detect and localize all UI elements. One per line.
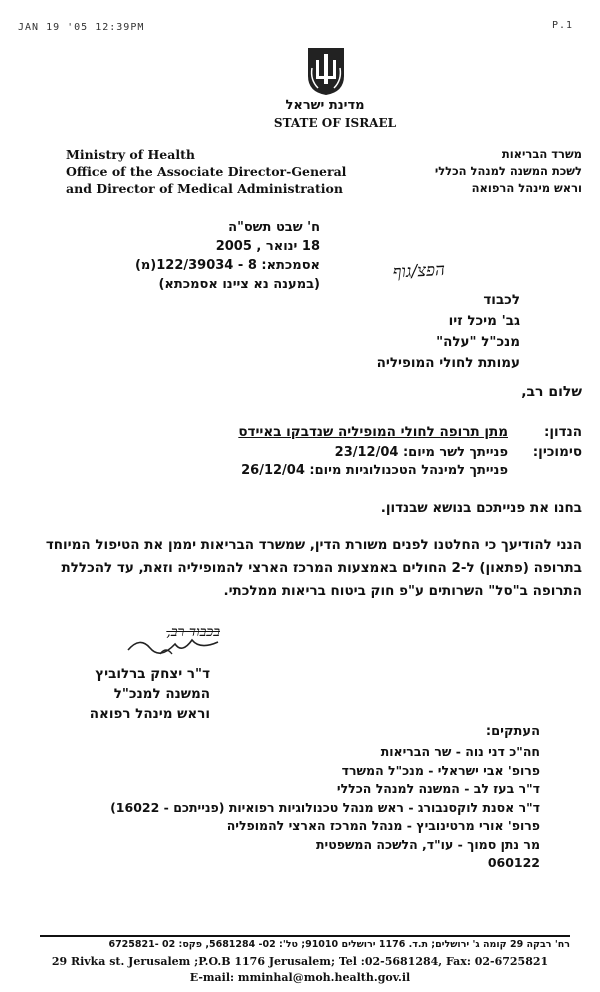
- footer-address-english: 29 Rivka st. Jerusalem ;P.O.B 1176 Jerusalem; Tel :02-5681284, Fax: 02-6725821: [51, 955, 549, 968]
- closing: בכבוד רב,: [166, 624, 220, 640]
- state-name-hebrew: מדינת ישראל: [285, 98, 365, 113]
- copies-list: [10, 743, 540, 873]
- greeting: שלום רב,: [521, 384, 582, 400]
- references-list: [128, 444, 508, 480]
- fax-page-number: P.1: [552, 20, 574, 31]
- copy-recipient: ד"ר בעז לב - המשנה למנהל הכללי: [336, 781, 540, 796]
- recipient-line: עמותת לחולי המופיליה: [376, 355, 520, 371]
- state-emblem-icon: [304, 46, 348, 96]
- reference-line: פנייתך לשר מיום: 23/12/04: [334, 445, 508, 460]
- state-name-english: STATE OF ISRAEL: [273, 116, 397, 130]
- copy-recipient: ד"ר אסנת לוקסנבורג - ראש מנהל טכנולוגיות רפואיות (פנייתכם - 16022): [110, 799, 540, 815]
- ministry-hebrew-line: משרד הבריאות: [501, 147, 582, 161]
- ministry-english-line: Office of the Associate Director-General: [66, 164, 347, 179]
- copy-recipient: פרופ' אבי ישראלי - מנכ"ל המשרד: [341, 762, 540, 778]
- ministry-english-line: and Director of Medical Administration: [66, 181, 343, 196]
- recipient-line: גב' מיכל זיו: [448, 313, 520, 329]
- file-number: 060122: [487, 855, 540, 870]
- ministry-english-line: Ministry of Health: [66, 147, 195, 162]
- copy-recipient: חה"כ דני נוה - שר הבריאות: [380, 744, 540, 759]
- signatory-title: וראש מינהל רפואה: [89, 706, 210, 722]
- copy-recipient: מר נתן סמוך - עו"ד, הלשכה המשפטית: [316, 836, 540, 852]
- copies-label: העתקים:: [485, 724, 540, 739]
- footer-divider: [40, 935, 570, 937]
- ministry-hebrew-line: לשכת המשנה למנהל הכללי: [434, 164, 582, 178]
- ministry-name-english: [66, 146, 346, 197]
- date-block: [60, 218, 320, 294]
- hebrew-date: ח' שבט תשס"ה: [228, 220, 320, 235]
- body-paragraph: הנני להודיעך כי החלטנו לפנים משורת הדין, שמשרד הבריאות יממן את הטיפול המיוחד בתרופה (פתאון) ל-2 החולים באמצעות המרכז הארצי להמופיליה וזאת, עד להכללת התרופה ב"סל" השרותים ע"פ חוק ביטוח בריאות ממלכתי.: [45, 537, 582, 599]
- references-label: סימוכין:: [532, 444, 582, 460]
- ministry-name-hebrew: [382, 146, 582, 197]
- fax-timestamp: JAN 19 '05 12:39PM: [18, 22, 145, 33]
- subject-text: מתן תרופה לחולי המופיליה שנדבקו באיידס: [238, 424, 508, 440]
- copy-recipient: פרופ' אורי מרטינוביץ - מנהל המרכז הארצי להמופליה: [226, 818, 540, 833]
- footer-address-hebrew: רח' רבקה 29 קומה ג' ירושלים; ת.ד. 1176 ירושלים 91010; טל': 02- 5681284, פקס: 02 -6725821: [108, 939, 570, 950]
- ministry-hebrew-line: וראש מינהל הרפואה: [471, 181, 582, 195]
- footer-email: E-mail: mminhal@moh.health.gov.il: [189, 971, 411, 984]
- reference-number: אסמכתא: 8 - 122/39034(מ): [134, 258, 320, 273]
- signatory-name: ד"ר יצחק ברלוביץ: [95, 666, 210, 682]
- reference-note: (במענה נא ציינו אסמכתא): [158, 277, 320, 292]
- signatory-title: המשנה למנכ"ל: [113, 686, 210, 702]
- gregorian-date: 18 ינואר , 2005: [215, 239, 320, 254]
- body-intro: בחנו את פנייתכם בנושא שבנדון.: [380, 500, 582, 516]
- recipient-block: [270, 290, 520, 374]
- reference-line: פנייתך למינהל הטכנולוגיות מיום: 26/12/04: [241, 463, 508, 478]
- recipient-line: לכבוד: [483, 292, 520, 308]
- handwritten-signature: [120, 632, 230, 660]
- handwritten-note: הפצ/גוף: [392, 259, 446, 283]
- signatory-block: [60, 664, 210, 724]
- recipient-line: מנכ"ל "עלה": [436, 334, 520, 350]
- subject-label: הנדון:: [544, 424, 582, 440]
